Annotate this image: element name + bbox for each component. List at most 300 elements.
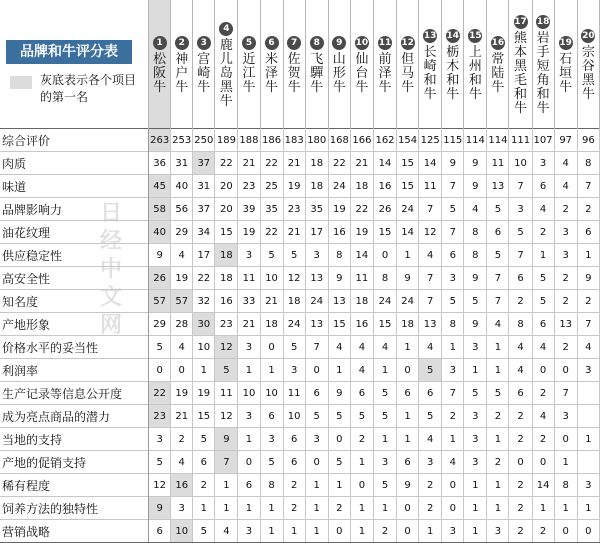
score-cell: 30 bbox=[193, 313, 215, 336]
score-cell: 1 bbox=[487, 428, 509, 451]
score-cell bbox=[577, 451, 599, 474]
brand-name: 松阪牛 bbox=[153, 52, 167, 95]
score-cell: 7 bbox=[215, 451, 238, 474]
table-title: 品牌和牛评分表 bbox=[6, 40, 132, 64]
score-cell: 8 bbox=[554, 474, 577, 497]
score-cell: 21 bbox=[283, 221, 305, 244]
score-cell: 56 bbox=[171, 198, 193, 221]
score-cell: 24 bbox=[373, 290, 396, 313]
score-cell: 0 bbox=[509, 451, 532, 474]
score-cell: 7 bbox=[577, 175, 599, 198]
score-cell: 19 bbox=[171, 382, 193, 405]
score-cell: 6 bbox=[305, 382, 328, 405]
row-label: 饲养方法的独特性 bbox=[0, 497, 149, 520]
score-cell: 12 bbox=[283, 267, 305, 290]
score-cell: 26 bbox=[149, 267, 171, 290]
score-cell: 3 bbox=[305, 428, 328, 451]
score-cell: 2 bbox=[532, 428, 554, 451]
score-cell: 11 bbox=[283, 382, 305, 405]
score-cell: 1 bbox=[305, 474, 328, 497]
score-cell: 5 bbox=[373, 405, 396, 428]
score-cell: 29 bbox=[149, 313, 171, 336]
score-cell: 2 bbox=[442, 405, 464, 428]
row-label: 肉质 bbox=[0, 152, 149, 175]
score-cell: 5 bbox=[260, 451, 283, 474]
row-label: 营销战略 bbox=[0, 520, 149, 543]
score-cell: 14 bbox=[419, 152, 442, 175]
score-cell: 6 bbox=[260, 405, 283, 428]
score-cell: 3 bbox=[442, 267, 464, 290]
watermark-logo: 日 经 中 文 网 bbox=[99, 201, 122, 338]
score-cell: 5 bbox=[487, 382, 509, 405]
score-cell: 0 bbox=[554, 359, 577, 382]
score-cell: 5 bbox=[283, 244, 305, 267]
score-cell: 37 bbox=[193, 198, 215, 221]
score-cell: 0 bbox=[149, 359, 171, 382]
score-cell: 1 bbox=[238, 428, 260, 451]
score-cell: 1 bbox=[373, 359, 396, 382]
score-cell: 2 bbox=[193, 474, 215, 497]
score-cell: 189 bbox=[215, 129, 238, 152]
brand-header bbox=[554, 0, 577, 129]
score-cell: 9 bbox=[397, 267, 419, 290]
score-cell: 1 bbox=[397, 336, 419, 359]
score-cell: 9 bbox=[464, 267, 487, 290]
rank-badge: 8 bbox=[310, 36, 324, 50]
brand-header bbox=[373, 0, 396, 129]
row-label: 品牌影响力 bbox=[0, 198, 149, 221]
brand-name: 长崎和牛 bbox=[423, 45, 437, 102]
score-cell: 1 bbox=[397, 405, 419, 428]
score-cell: 0 bbox=[397, 359, 419, 382]
score-cell: 263 bbox=[149, 129, 171, 152]
score-cell: 1 bbox=[464, 520, 487, 543]
brand-header bbox=[215, 0, 238, 129]
score-cell: 5 bbox=[350, 405, 373, 428]
score-cell: 22 bbox=[260, 221, 283, 244]
score-cell: 21 bbox=[238, 152, 260, 175]
row-label: 当地的支持 bbox=[0, 428, 149, 451]
score-cell: 10 bbox=[171, 520, 193, 543]
score-cell: 22 bbox=[215, 152, 238, 175]
score-cell: 36 bbox=[149, 152, 171, 175]
table-row bbox=[0, 336, 600, 359]
row-label: 产地的促销支持 bbox=[0, 451, 149, 474]
score-cell: 0 bbox=[442, 474, 464, 497]
rank-badge: 16 bbox=[491, 38, 505, 48]
brand-header bbox=[397, 0, 419, 129]
score-cell: 1 bbox=[260, 497, 283, 520]
score-cell: 4 bbox=[509, 359, 532, 382]
table-row bbox=[0, 474, 600, 497]
score-cell: 5 bbox=[283, 336, 305, 359]
score-cell: 24 bbox=[328, 175, 350, 198]
score-cell: 5 bbox=[464, 382, 487, 405]
score-cell: 22 bbox=[193, 267, 215, 290]
score-cell: 2 bbox=[532, 221, 554, 244]
score-cell: 4 bbox=[215, 520, 238, 543]
score-cell: 0 bbox=[397, 520, 419, 543]
brand-header bbox=[283, 0, 305, 129]
brand-name: 鹿儿岛黑牛 bbox=[219, 38, 233, 109]
score-cell: 1 bbox=[464, 497, 487, 520]
table-row bbox=[0, 244, 600, 267]
score-cell: 4 bbox=[554, 152, 577, 175]
score-cell: 1 bbox=[442, 336, 464, 359]
score-cell: 96 bbox=[577, 129, 599, 152]
score-cell: 4 bbox=[532, 336, 554, 359]
score-cell: 3 bbox=[283, 359, 305, 382]
score-cell: 2 bbox=[487, 405, 509, 428]
score-cell: 3 bbox=[238, 244, 260, 267]
score-cell: 11 bbox=[419, 175, 442, 198]
brand-name: 宗谷黑牛 bbox=[581, 45, 595, 102]
score-cell: 39 bbox=[238, 198, 260, 221]
rank-badge: 17 bbox=[514, 17, 527, 27]
brand-header bbox=[350, 0, 373, 129]
score-cell: 4 bbox=[171, 336, 193, 359]
brand-name: 常陆牛 bbox=[491, 52, 505, 95]
score-cell: 6 bbox=[577, 221, 599, 244]
legend-text: 灰底表示各个项目的第一名 bbox=[40, 73, 137, 104]
score-cell: 1 bbox=[373, 428, 396, 451]
score-cell: 2 bbox=[419, 474, 442, 497]
score-cell: 11 bbox=[215, 382, 238, 405]
score-cell: 5 bbox=[149, 451, 171, 474]
score-cell: 1 bbox=[397, 244, 419, 267]
score-cell: 3 bbox=[464, 405, 487, 428]
score-cell: 6 bbox=[487, 221, 509, 244]
score-cell: 4 bbox=[171, 451, 193, 474]
score-cell: 114 bbox=[487, 129, 509, 152]
score-cell: 1 bbox=[260, 520, 283, 543]
score-cell: 2 bbox=[532, 382, 554, 405]
score-cell: 7 bbox=[419, 198, 442, 221]
score-cell: 5 bbox=[442, 290, 464, 313]
score-cell: 1 bbox=[193, 359, 215, 382]
score-cell bbox=[577, 382, 599, 405]
score-cell: 0 bbox=[328, 428, 350, 451]
score-cell: 97 bbox=[554, 129, 577, 152]
score-cell: 5 bbox=[193, 428, 215, 451]
score-cell: 11 bbox=[238, 267, 260, 290]
brand-name: 佐贺牛 bbox=[287, 52, 301, 95]
score-cell: 4 bbox=[419, 428, 442, 451]
score-cell: 5 bbox=[509, 221, 532, 244]
score-cell: 8 bbox=[509, 313, 532, 336]
score-cell: 14 bbox=[397, 221, 419, 244]
score-cell: 2 bbox=[509, 405, 532, 428]
table-row bbox=[0, 451, 600, 474]
score-cell: 115 bbox=[442, 129, 464, 152]
table-row bbox=[0, 520, 600, 543]
score-cell: 107 bbox=[532, 129, 554, 152]
score-cell: 11 bbox=[487, 152, 509, 175]
score-cell: 250 bbox=[193, 129, 215, 152]
score-cell: 19 bbox=[328, 198, 350, 221]
score-cell: 1 bbox=[464, 359, 487, 382]
table-row bbox=[0, 382, 600, 405]
score-cell: 24 bbox=[397, 198, 419, 221]
brand-name: 栃木和牛 bbox=[446, 45, 460, 102]
score-cell: 40 bbox=[171, 175, 193, 198]
score-cell: 12 bbox=[215, 405, 238, 428]
header-corner bbox=[0, 0, 149, 129]
table-row bbox=[0, 129, 600, 152]
score-cell: 5 bbox=[419, 359, 442, 382]
row-label: 油花纹理 bbox=[0, 221, 149, 244]
score-cell: 2 bbox=[509, 290, 532, 313]
score-cell: 253 bbox=[171, 129, 193, 152]
score-cell: 4 bbox=[532, 405, 554, 428]
score-cell: 0 bbox=[373, 244, 396, 267]
score-cell: 125 bbox=[419, 129, 442, 152]
score-cell: 1 bbox=[554, 451, 577, 474]
score-cell: 0 bbox=[442, 497, 464, 520]
rank-badge: 19 bbox=[559, 38, 572, 48]
score-cell: 21 bbox=[350, 152, 373, 175]
brand-header bbox=[487, 0, 509, 129]
score-cell: 0 bbox=[328, 520, 350, 543]
score-cell: 4 bbox=[419, 336, 442, 359]
score-cell: 1 bbox=[487, 359, 509, 382]
score-cell: 0 bbox=[171, 359, 193, 382]
score-cell: 9 bbox=[397, 474, 419, 497]
score-cell: 45 bbox=[149, 175, 171, 198]
score-cell: 0 bbox=[532, 359, 554, 382]
score-cell: 18 bbox=[283, 290, 305, 313]
score-cell: 6 bbox=[149, 520, 171, 543]
score-cell: 3 bbox=[577, 359, 599, 382]
score-cell: 2 bbox=[419, 497, 442, 520]
score-cell: 6 bbox=[509, 382, 532, 405]
score-cell: 20 bbox=[215, 198, 238, 221]
score-cell: 154 bbox=[397, 129, 419, 152]
table-row bbox=[0, 267, 600, 290]
score-cell: 16 bbox=[215, 290, 238, 313]
score-cell: 18 bbox=[305, 152, 328, 175]
score-cell: 6 bbox=[419, 382, 442, 405]
score-cell: 2 bbox=[171, 428, 193, 451]
brand-header bbox=[464, 0, 487, 129]
table-row bbox=[0, 497, 600, 520]
score-cell: 9 bbox=[577, 267, 599, 290]
score-cell: 1 bbox=[193, 497, 215, 520]
score-cell: 4 bbox=[554, 175, 577, 198]
score-cell: 5 bbox=[487, 244, 509, 267]
score-cell: 24 bbox=[397, 290, 419, 313]
score-cell: 18 bbox=[350, 290, 373, 313]
score-cell: 15 bbox=[373, 313, 396, 336]
brand-header bbox=[532, 0, 554, 129]
table-row bbox=[0, 428, 600, 451]
score-cell: 22 bbox=[350, 198, 373, 221]
score-cell: 35 bbox=[260, 198, 283, 221]
score-cell: 13 bbox=[554, 313, 577, 336]
score-cell: 40 bbox=[149, 221, 171, 244]
score-cell: 1 bbox=[487, 336, 509, 359]
score-cell: 24 bbox=[283, 313, 305, 336]
score-cell: 7 bbox=[419, 290, 442, 313]
score-cell: 114 bbox=[464, 129, 487, 152]
score-cell: 21 bbox=[260, 290, 283, 313]
score-cell: 2 bbox=[554, 267, 577, 290]
score-cell: 26 bbox=[373, 198, 396, 221]
score-cell: 16 bbox=[350, 313, 373, 336]
score-cell: 15 bbox=[397, 175, 419, 198]
score-cell: 21 bbox=[283, 152, 305, 175]
rank-badge: 2 bbox=[175, 36, 189, 50]
brand-name: 飞驒牛 bbox=[310, 52, 324, 95]
score-cell: 25 bbox=[260, 175, 283, 198]
score-cell: 57 bbox=[171, 290, 193, 313]
score-cell: 188 bbox=[238, 129, 260, 152]
score-cell: 15 bbox=[397, 152, 419, 175]
row-label: 生产记录等信息公开度 bbox=[0, 382, 149, 405]
brand-header bbox=[193, 0, 215, 129]
score-cell: 2 bbox=[283, 474, 305, 497]
score-cell: 17 bbox=[305, 221, 328, 244]
score-cell: 10 bbox=[509, 152, 532, 175]
brand-header bbox=[419, 0, 442, 129]
brand-name: 石垣牛 bbox=[559, 52, 573, 95]
score-cell: 0 bbox=[532, 451, 554, 474]
score-cell: 12 bbox=[149, 474, 171, 497]
score-cell: 9 bbox=[464, 313, 487, 336]
score-cell: 15 bbox=[215, 221, 238, 244]
score-cell: 5 bbox=[373, 474, 396, 497]
score-cell: 7 bbox=[509, 175, 532, 198]
score-cell: 6 bbox=[283, 428, 305, 451]
rank-badge: 3 bbox=[197, 36, 211, 50]
score-cell: 1 bbox=[397, 428, 419, 451]
brand-header bbox=[442, 0, 464, 129]
score-cell: 3 bbox=[149, 428, 171, 451]
score-cell: 2 bbox=[283, 497, 305, 520]
score-cell: 5 bbox=[532, 267, 554, 290]
score-cell: 31 bbox=[193, 175, 215, 198]
score-cell: 6 bbox=[509, 267, 532, 290]
score-cell: 16 bbox=[328, 221, 350, 244]
score-cell: 4 bbox=[442, 451, 464, 474]
score-cell: 1 bbox=[464, 474, 487, 497]
score-cell: 8 bbox=[464, 221, 487, 244]
score-cell: 8 bbox=[464, 244, 487, 267]
score-cell: 3 bbox=[464, 428, 487, 451]
score-cell: 18 bbox=[215, 244, 238, 267]
score-cell: 29 bbox=[171, 221, 193, 244]
score-cell: 22 bbox=[149, 382, 171, 405]
score-cell: 7 bbox=[442, 221, 464, 244]
table-row bbox=[0, 313, 600, 336]
score-cell: 22 bbox=[328, 152, 350, 175]
score-cell: 28 bbox=[171, 313, 193, 336]
score-cell: 2 bbox=[532, 520, 554, 543]
rank-badge: 12 bbox=[401, 38, 414, 48]
score-cell: 5 bbox=[215, 359, 238, 382]
score-cell: 2 bbox=[577, 198, 599, 221]
score-cell: 5 bbox=[305, 405, 328, 428]
score-cell: 1 bbox=[577, 244, 599, 267]
score-cell: 5 bbox=[532, 290, 554, 313]
score-cell: 1 bbox=[283, 520, 305, 543]
score-cell: 2 bbox=[328, 497, 350, 520]
score-cell: 23 bbox=[283, 198, 305, 221]
score-cell: 5 bbox=[419, 405, 442, 428]
brand-name: 宫崎牛 bbox=[197, 52, 211, 95]
score-cell: 18 bbox=[397, 313, 419, 336]
score-cell: 7 bbox=[509, 244, 532, 267]
score-cell: 3 bbox=[532, 152, 554, 175]
rank-badge: 20 bbox=[582, 31, 595, 41]
score-cell: 4 bbox=[464, 198, 487, 221]
rank-badge: 13 bbox=[423, 31, 437, 41]
brand-name: 近江牛 bbox=[242, 52, 256, 95]
score-cell: 5 bbox=[328, 405, 350, 428]
row-label: 高安全性 bbox=[0, 267, 149, 290]
score-cell: 7 bbox=[487, 290, 509, 313]
score-cell: 15 bbox=[373, 221, 396, 244]
score-cell: 1 bbox=[554, 497, 577, 520]
score-cell: 13 bbox=[305, 313, 328, 336]
brand-name: 山形牛 bbox=[332, 52, 346, 95]
score-cell: 0 bbox=[238, 451, 260, 474]
score-cell: 10 bbox=[283, 405, 305, 428]
table-row bbox=[0, 198, 600, 221]
rank-badge: 18 bbox=[536, 17, 550, 27]
score-cell: 14 bbox=[532, 474, 554, 497]
score-cell: 5 bbox=[487, 198, 509, 221]
legend-gray-swatch bbox=[10, 76, 32, 89]
score-cell: 1 bbox=[487, 474, 509, 497]
score-cell: 4 bbox=[350, 336, 373, 359]
score-cell: 37 bbox=[193, 152, 215, 175]
brand-header bbox=[509, 0, 532, 129]
score-cell: 14 bbox=[373, 152, 396, 175]
score-cell: 23 bbox=[149, 405, 171, 428]
score-cell: 9 bbox=[149, 497, 171, 520]
score-cell: 15 bbox=[328, 313, 350, 336]
row-label: 成为亮点商品的潜力 bbox=[0, 405, 149, 428]
score-cell: 6 bbox=[350, 382, 373, 405]
score-cell: 4 bbox=[577, 336, 599, 359]
score-cell: 16 bbox=[171, 474, 193, 497]
score-cell: 3 bbox=[487, 520, 509, 543]
score-cell: 6 bbox=[532, 175, 554, 198]
score-cell: 3 bbox=[171, 497, 193, 520]
score-cell: 0 bbox=[260, 336, 283, 359]
score-cell: 12 bbox=[419, 221, 442, 244]
score-cell: 3 bbox=[442, 359, 464, 382]
score-cell: 15 bbox=[193, 405, 215, 428]
score-cell: 3 bbox=[509, 198, 532, 221]
score-cell: 4 bbox=[509, 336, 532, 359]
score-cell: 2 bbox=[554, 290, 577, 313]
score-cell: 2 bbox=[350, 428, 373, 451]
row-label: 味道 bbox=[0, 175, 149, 198]
table-row bbox=[0, 290, 600, 313]
score-cell: 3 bbox=[554, 405, 577, 428]
score-cell: 3 bbox=[554, 244, 577, 267]
score-cell: 1 bbox=[215, 474, 238, 497]
score-cell: 0 bbox=[577, 520, 599, 543]
score-cell: 7 bbox=[577, 313, 599, 336]
score-cell: 2 bbox=[487, 451, 509, 474]
brand-header bbox=[260, 0, 283, 129]
score-cell: 18 bbox=[350, 175, 373, 198]
score-cell: 2 bbox=[509, 497, 532, 520]
score-cell: 0 bbox=[554, 428, 577, 451]
